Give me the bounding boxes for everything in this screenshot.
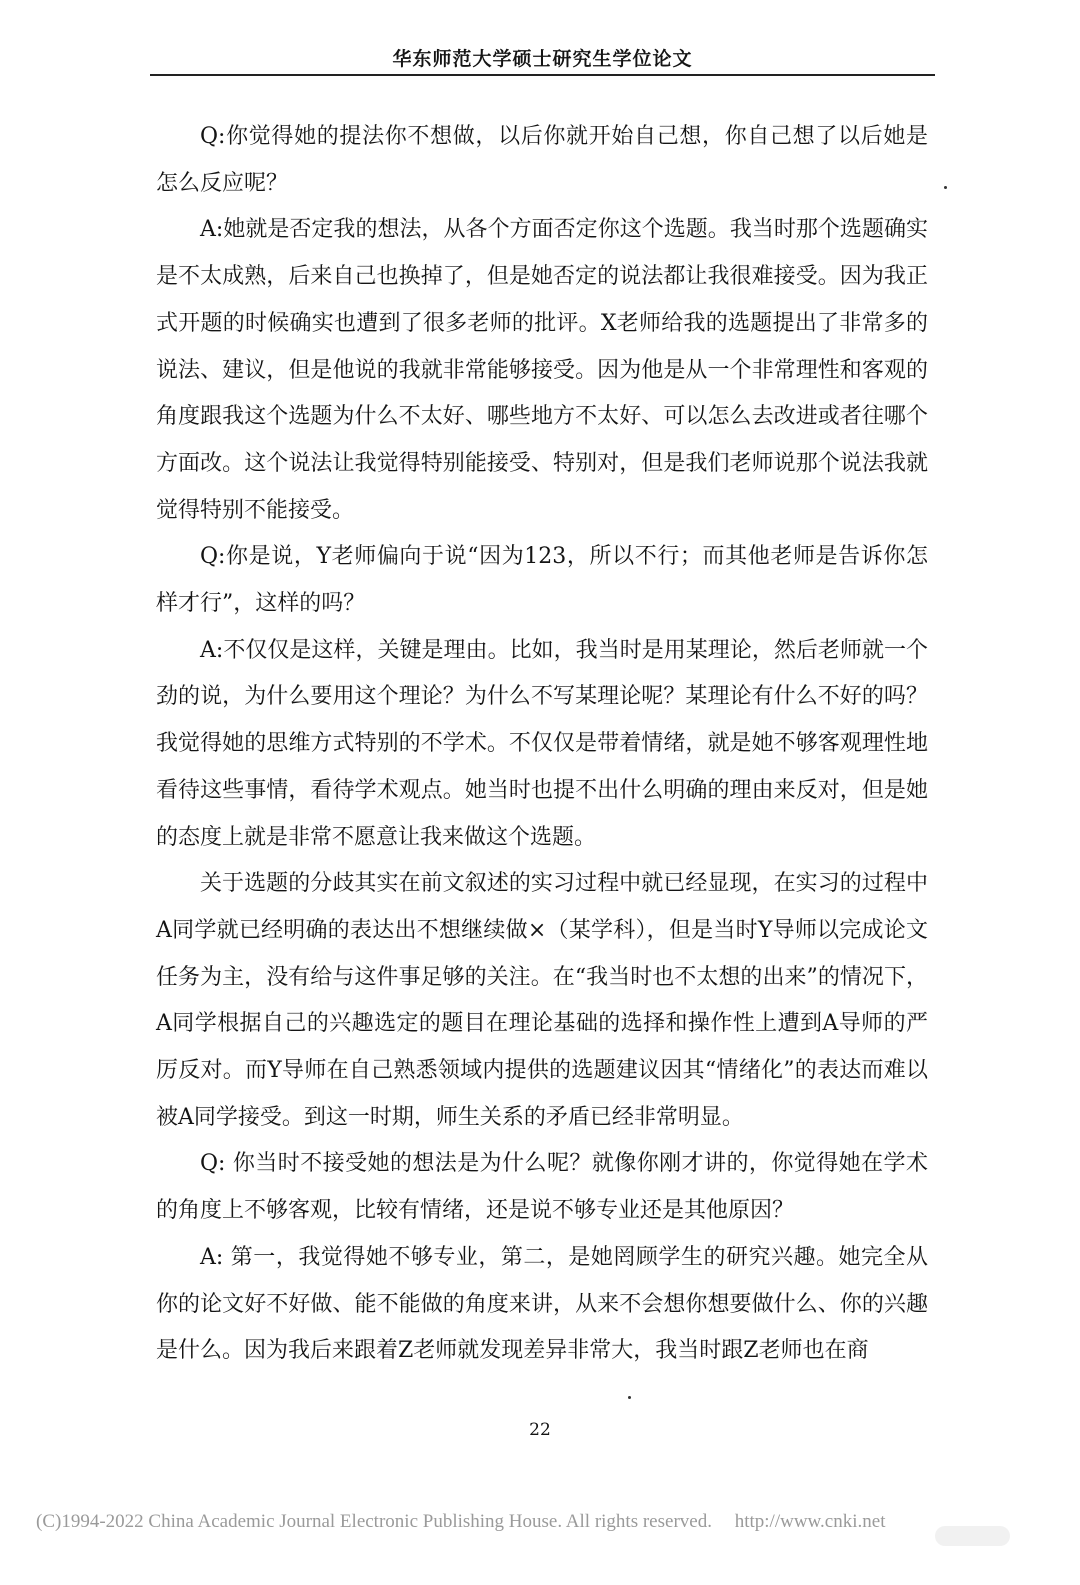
paragraph-a3: A: 第一，我觉得她不够专业，第二，是她罔顾学生的研究兴趣。她完全从你的论文好不好做、能不能做的角度来讲，从来不会想你想要做什么、你的兴趣是什么。因为我后来跟着Z老师就发现差异非常大，我当时跟Z老师也在商 — [156, 1244, 928, 1364]
paragraph-analysis: 关于选题的分歧其实在前文叙述的实习过程中就已经显现，在实习的过程中A同学就已经明确的表达出不想继续做×（某学科），但是当时Y导师以完成论文任务为主，没有给与这件事足够的关注。在“我当时也不太想的出来”的情况下，A同学根据自己的兴趣选定的题目在理论基础的选择和操作性上遭到A导师的严厉反对。而Y导师在自己熟悉领域内提供的选题建议因其“情绪化”的表达而难以被A同学接受。到这一时期，师生关系的矛盾已经非常明显。 — [156, 871, 928, 1130]
header-rule — [150, 74, 935, 76]
running-header: 华东师范大学硕士研究生学位论文 — [392, 48, 693, 70]
watermark-blur — [935, 1526, 1010, 1546]
paragraph-q3: Q: 你当时不接受她的想法是为什么呢？就像你刚才讲的，你觉得她在学术的角度上不够客观，比较有情绪，还是说不够专业还是其他原因？ — [156, 1151, 928, 1224]
paragraph-q1: Q:你觉得她的提法你不想做，以后你就开始自己想，你自己想了以后她是怎么反应呢？ — [156, 124, 928, 196]
scan-speck — [628, 1396, 631, 1399]
copyright-footer — [36, 1511, 885, 1533]
copyright-text: (C)1994-2022 China Academic Journal Electronic Publishing House. All rights reserved. — [36, 1511, 712, 1532]
paragraph-a2: A:不仅仅是这样，关键是理由。比如，我当时是用某理论，然后老师就一个劲的说，为什么要用这个理论？为什么不写某理论呢？某理论有什么不好的吗？我觉得她的思维方式特别的不学术。不仅仅是带着情绪，就是她不够客观理性地看待这些事情，看待学术观点。她当时也提不出什么明确的理由来反对，但是她的态度上就是非常不愿意让我来做这个选题。 — [156, 637, 928, 850]
paragraph-a1: A:她就是否定我的想法，从各个方面否定你这个选题。我当时那个选题确实是不太成熟，后来自己也换掉了，但是她否定的说法都让我很难接受。因为我正式开题的时候确实也遭到了很多老师的批评。X老师给我的选题提出了非常多的说法、建议，但是他说的我就非常能够接受。因为他是从一个非常理性和客观的角度跟我这个选题为什么不太好、哪些地方不太好、可以怎么去改进或者往哪个方面改。这个说法让我觉得特别能接受、特别对，但是我们老师说那个说法我就觉得特别不能接受。 — [156, 217, 928, 523]
paragraph-q2: Q:你是说，Y老师偏向于说“因为123，所以不行；而其他老师是告诉你怎样才行”，这样的吗？ — [156, 544, 928, 617]
footer-url: http://www.cnki.net — [734, 1511, 886, 1532]
page-number: 22 — [529, 1420, 551, 1440]
body-text — [156, 114, 928, 1375]
scan-speck — [944, 186, 947, 189]
